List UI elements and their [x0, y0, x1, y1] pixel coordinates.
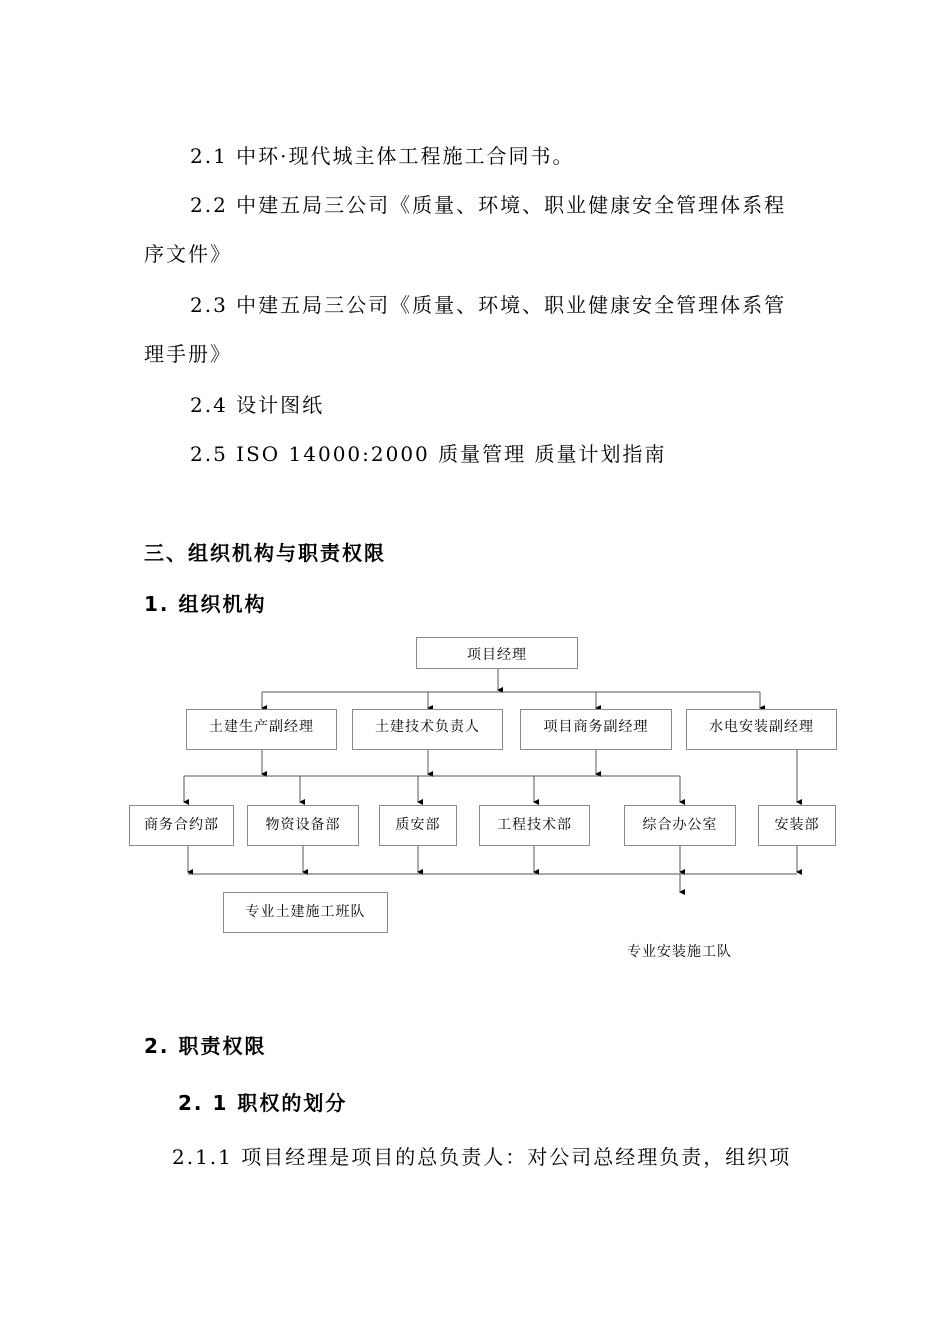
- org-node-civil-technical-lead: 土建技术负责人: [352, 709, 503, 750]
- ref-item-3-cont: 理手册》: [144, 342, 232, 366]
- ref-item-2-cont: 序文件》: [144, 242, 232, 266]
- org-node-engineering-tech-dept: 工程技术部: [479, 805, 590, 846]
- subheading-duties: 2. 职责权限: [144, 1034, 267, 1058]
- subheading-authority-division: 2. 1 职权的划分: [178, 1091, 348, 1115]
- ref-item-4: 2.4 设计图纸: [190, 393, 325, 417]
- section-heading: 三、组织机构与职责权限: [144, 541, 386, 565]
- org-node-general-office: 综合办公室: [624, 805, 736, 846]
- ref-item-3: 2.3 中建五局三公司《质量、环境、职业健康安全管理体系管: [190, 293, 787, 317]
- paragraph-2-1-1: 2.1.1 项目经理是项目的总负责人：对公司总经理负责，组织项: [172, 1145, 792, 1169]
- org-node-civil-construction-team: 专业土建施工班队: [223, 892, 388, 933]
- ref-item-2: 2.2 中建五局三公司《质量、环境、职业健康安全管理体系程: [190, 193, 787, 217]
- org-node-civil-production-deputy: 土建生产副经理: [186, 709, 337, 750]
- org-node-commerce-deputy: 项目商务副经理: [520, 709, 672, 750]
- org-node-materials-equipment-dept: 物资设备部: [247, 805, 359, 846]
- org-node-commerce-contracts-dept: 商务合约部: [129, 805, 234, 846]
- org-node-quality-safety-dept: 质安部: [379, 805, 457, 846]
- org-node-install-construction-team: 专业安装施工队: [627, 944, 732, 960]
- ref-item-5: 2.5 ISO 14000:2000 质量管理 质量计划指南: [190, 442, 667, 466]
- org-node-mep-install-deputy: 水电安装副经理: [686, 709, 837, 750]
- subheading-org: 1. 组织机构: [144, 592, 267, 616]
- ref-item-1: 2.1 中环·现代城主体工程施工合同书。: [190, 144, 575, 168]
- org-node-installation-dept: 安装部: [758, 805, 836, 846]
- org-node-project-manager: 项目经理: [416, 637, 578, 669]
